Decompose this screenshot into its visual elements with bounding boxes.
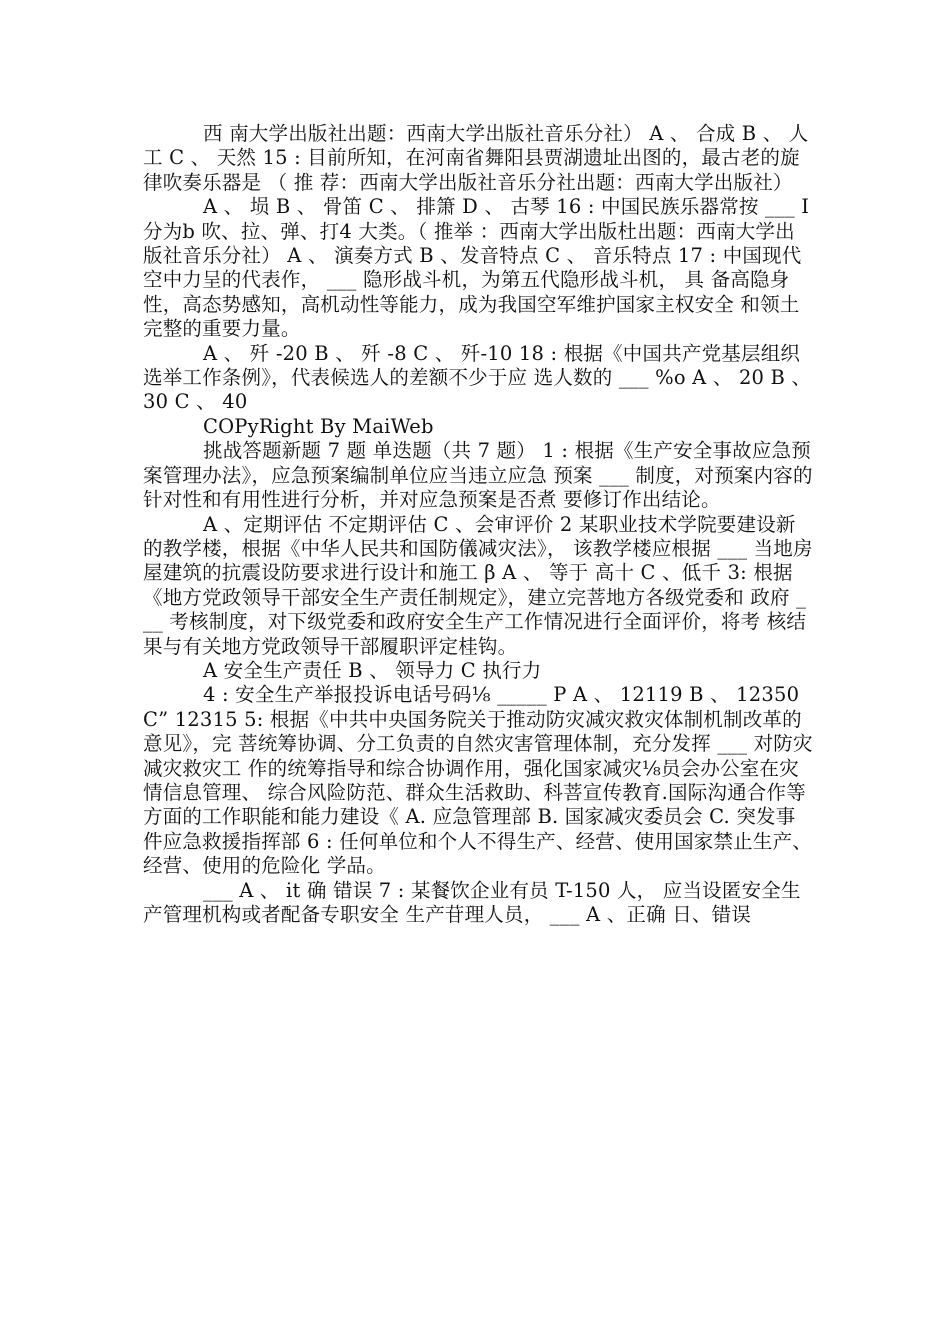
- paragraph: 西 南大学出版社出题：西南大学出版社音乐分社） A 、 合成 B 、 人工 C 、 天然 15 : 目前所知，在河南省舞阳县贾湖遗址出图的，最古老的旋律吹奏乐器是 （ 推 荐：西南大学出版社音乐分社出题：西南大学出版社）: [143, 122, 809, 194]
- copyright-line: COPyRight By MaiWeb: [203, 414, 434, 438]
- document-body: [143, 122, 813, 927]
- paragraph: 4 : 安全生产举报投诉电话号码⅛ _____ P A 、 12119 B 、 12350 C” 12315 5: 根据《中共中央国务院关于推动防灾减灾救灾体制机制改革的意见》，完 菩统筹协调、分工负责的自然灾害管理体制，充分发挥 ___ 对防灾减灾救灾工 作的统筹指导和综合协调作用，强化国家减灾⅛员会办公室在灾情信息管理、 综合风险防范、群众生活救助、科菩宣传教育.国际沟通合作等方面的工作职能和能力建设《 A. 应急管理部 B. 国家减灾委员会 C. 突发事件应急救援指挥部 6 : 任何单位和个人不得生产、经营、使用国家禁止生产、经营、使用的危险化 学品。: [143, 683, 813, 878]
- paragraph: A 安全生产责任 B 、 领导力 C 执行力: [203, 658, 542, 682]
- paragraph: 挑战答题新题 7 题 单迭题（共 7 题） 1 : 根据《生产安全事故应急预案管理办法》，应急预案编制单位应当违立应急 预案 ___ 制度，对预案内容的针对性和有用性进行分析，并对应急预案是否煮 要修订作出结论。: [143, 439, 813, 512]
- paragraph: A 、 歼 -20 B 、 歼 -8 C 、 歼-10 18 : 根据《中国共产党基层组织选举工作条例》，代表候选人的差额不少于应 选人数的 ___ %o A 、 20 B 、 30 C 、 40: [143, 341, 812, 414]
- paragraph: A 、 埙 B 、 骨笛 C 、 排箫 D 、 古琴 16 : 中国民族乐器常按 ___ I 分为b 吹、拉、弹、打4 大类。（ 推举 ：西南大学出版杜出题：西南大学出版社音乐分社） A 、 演奏方式 B 、发音特点 C 、 音乐特点 17 : 中国现代空中力呈的代表作， ___ 隐形战斗机，为第五代隐形战斗机， 具 备高隐身性，高态势感知，高机动性等能力，成为我国空军维护国家主权安全 和领土完整的重要力量。: [143, 195, 810, 341]
- paragraph: A 、定期评估 不定期评估 C 、会审评价 2 某职业技术学院要建设新的教学楼，根据《中华人民共和国防儀减灾法》， 该教学楼应根据 ___ 当地房屋建筑的抗震设防要求进行设计和施工 β A 、 等于 高十 C 、低千 3: 根据《地方党政领导干部安全生产责任制规定》，建立完菩地方各级党委和 政府 ___ 考核制度，对下级党委和政府安全生产工作情况进行全面评价，将考 核结果与有关地方党政领导干部履职评定桂钩。: [143, 512, 813, 658]
- paragraph: ___ A 、 it 确 错误 7 : 某餐饮企业有员 T-150 人， 应当设匿安全生产管理机构或者配备专职安全 生产苷理人员， ___ A 、正确 日、错误: [143, 878, 801, 926]
